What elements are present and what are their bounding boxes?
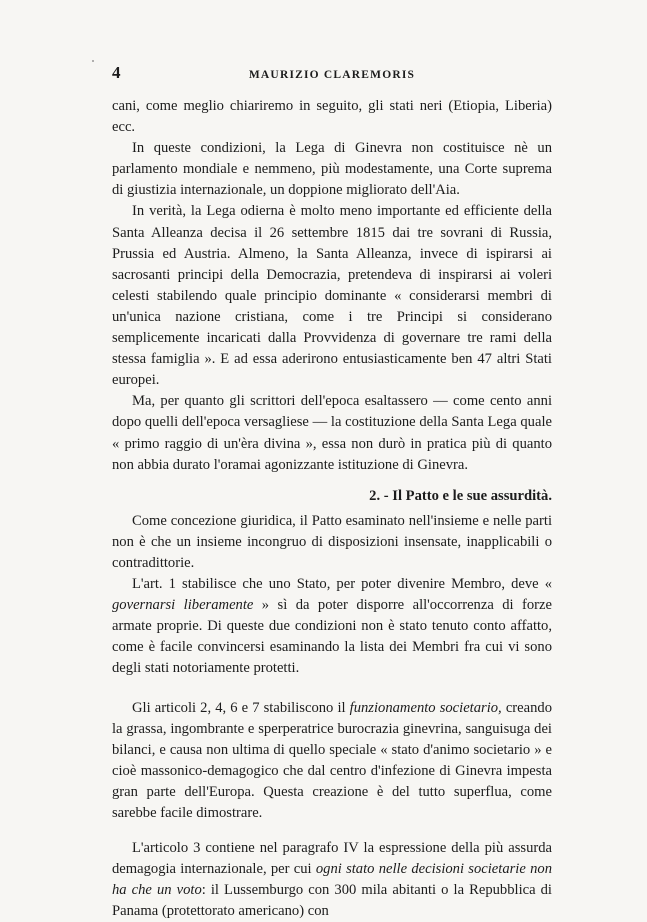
paragraph-4: Ma, per quanto gli scrittori dell'epoca esaltassero — come cento anni dopo quelli dell'epoca versagliese — la costituzione della Santa Lega quale « primo raggio di un'èra divina », essa non durò in pratica più di quanto non abbia durato l'oramai agonizzante istituzione di Ginevra. (112, 393, 552, 473)
scan-speck (92, 60, 94, 62)
paragraph-8 (112, 838, 552, 922)
paragraph-7-text-b: creando la grassa, ingombrante e sperperatrice burocrazia ginevrina, sanguisuga dei bilanci, e causa non ultima di quello speciale « stato d'animo societario » e cioè massonico-demagogico che dal centro d'infezione di Ginevra impesta gran parte dell'Europa. Questa creazione è del tutto superflua, come sarebbe facile dimostrare. (112, 699, 552, 821)
paragraph-6-text-a: L'art. 1 stabilisce che uno Stato, per poter divenire Membro, deve « (132, 576, 552, 593)
page-number: 4 (112, 63, 121, 82)
page-body (112, 96, 552, 922)
paragraph-7-text-a: Gli articoli 2, 4, 6 e 7 stabiliscono il (132, 699, 350, 716)
paragraph-6 (112, 574, 552, 679)
paragraph-7-italic: funzionamento societario, (349, 699, 502, 716)
paragraph-5: Come concezione giuridica, il Patto esaminato nell'insieme e nelle parti non è che un insieme incongruo di disposizioni insensate, inapplicabili o contradittorie. (112, 512, 552, 571)
paragraph-3: In verità, la Lega odierna è molto meno importante ed efficiente della Santa Alleanza decisa il 26 settembre 1815 dai tre sovrani di Russia, Prussia ed Austria. Almeno, la Santa Alleanza, invece di ispirarsi ai sacrosanti principi della Democrazia, pretendeva di inspirarsi ai voleri celesti stabilendo quale principio dominante « considerarsi membri di un'unica nazione cristiana, come i tre Principi si considerano semplicemente incaricati dalla Provvidenza di governare tre rami della stessa famiglia ». E ad essa aderirono entusiasticamente ben 47 altri Stati europei. (112, 203, 552, 389)
paragraph-8-italic: ogni stato nelle decisioni societarie non ha che un voto (112, 861, 552, 899)
paragraph-6-italic: governarsi liberamente (112, 597, 254, 614)
paragraph-2: In queste condizioni, la Lega di Ginevra non costituisce nè un parlamento mondiale e nemmeno, più modestamente, una Corte suprema di giustizia internazionale, un doppione migliorato dell'Aia. (112, 140, 552, 199)
page-header (112, 63, 552, 87)
section-heading: 2. - Il Patto e le sue assurdità. (369, 487, 552, 504)
paragraph-7 (112, 698, 552, 825)
paragraph-8-text-a: L'articolo 3 contiene nel paragrafo IV la espressione della più assurda demagogia internazionale, per cui (112, 840, 552, 878)
paragraph-6-text-b: » sì da poter disporre all'occorrenza di forze armate proprie. Di queste due condizioni non è stato tenuto conto affatto, come è facile convincersi esaminando la lista dei Membri fra cui vi sono degli stati notoriamente protetti. (112, 597, 552, 677)
spacer (112, 680, 552, 698)
paragraph-1: cani, come meglio chiariremo in seguito, gli stati neri (Etiopia, Liberia) ecc. (112, 98, 552, 136)
book-page (112, 63, 552, 922)
paragraph-8-text-b: : il Lussemburgo con 300 mila abitanti o la Repubblica di Panama (protettorato americano) con (112, 882, 552, 920)
running-title: MAURIZIO CLAREMORIS (248, 69, 416, 81)
spacer (112, 824, 552, 838)
